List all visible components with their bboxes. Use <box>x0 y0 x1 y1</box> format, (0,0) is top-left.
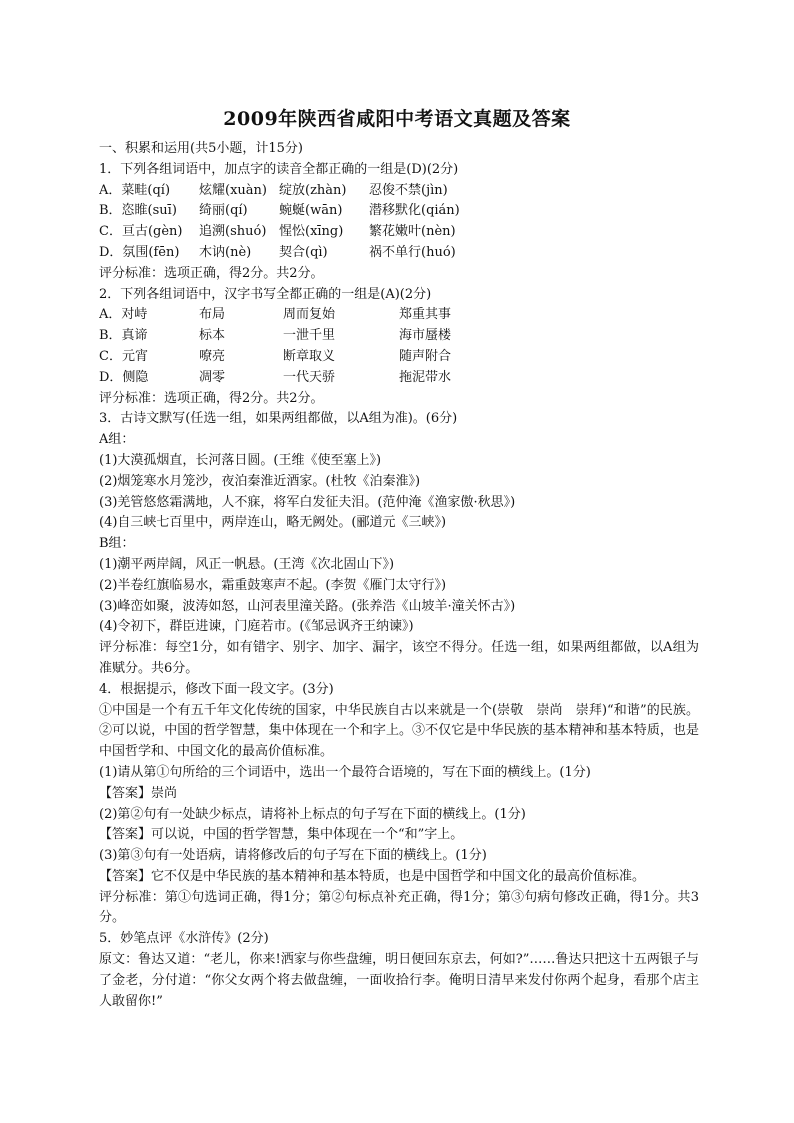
q3-b-line: (3)峰峦如聚，波涛如怒，山河表里潼关路。(张养浩《山坡羊·潼关怀古》) <box>99 598 516 614</box>
q2-option-d <box>99 368 699 389</box>
q3-a-line: (4)自三峡七百里中，两岸连山，略无阙处。(郦道元《三峡》) <box>99 515 447 531</box>
option-cell: B．恣睢(suī) <box>99 203 177 219</box>
option-cell: C．亘古(gèn) <box>99 224 183 240</box>
q3-group-b-label: B组： <box>99 536 135 552</box>
option-cell: 一泄千里 <box>283 328 336 344</box>
q2-option-a <box>99 305 699 326</box>
option-cell: 凋零 <box>199 369 226 385</box>
option-cell: 炫耀(xuàn) <box>199 182 267 198</box>
q4-passage: ①中国是一个有五千年文化传统的国家，中华民族自古以来就是一个(崇敬 崇尚 崇拜)“和谐”的民族。②可以说，中国的哲学智慧，集中体现在一个和字上。③不仅它是中华民族的基本精神和基本特质，也是中国哲学和、中国文化的最高价值标准。 <box>99 702 699 760</box>
option-cell: 一代天骄 <box>283 369 336 385</box>
q4-sub-1: (1)请从第①句所给的三个词语中，选出一个最符合语境的，写在下面的横线上。(1分) <box>99 764 591 780</box>
page-title: 2009年陕西省咸阳中考语文真题及答案 <box>223 108 571 130</box>
q3-b-line: (1)潮平两岸阔，风正一帆悬。(王湾《次北固山下》) <box>99 556 395 572</box>
q3-b-line: (2)半卷红旗临易水，霜重鼓寒声不起。(李贺《雁门太守行》) <box>99 577 447 593</box>
q1-option-a <box>99 181 699 202</box>
option-cell: C．元宵 <box>99 348 148 364</box>
document-body <box>99 139 699 1012</box>
question-5-stem: 5．妙笔点评《水浒传》(2分) <box>99 931 269 947</box>
q3-b-line: (4)令初下，群臣进谏，门庭若市。(《邹忌讽齐王纳谏》) <box>99 619 414 635</box>
option-cell: 惺忪(xīng) <box>279 224 344 240</box>
option-cell: 绮丽(qí) <box>199 203 248 219</box>
option-cell: A．菜畦(qí) <box>99 182 171 198</box>
q4-score: 评分标准：第①句选词正确，得1分；第②句标点补充正确，得1分；第③句病句修改正确，得1分。共3分。 <box>99 889 699 926</box>
question-4-stem: 4．根据提示，修改下面一段文字。(3分) <box>99 681 334 697</box>
section-heading: 一、积累和运用(共5小题，计15分) <box>99 141 303 156</box>
q2-option-b <box>99 326 699 347</box>
option-cell: 布局 <box>199 307 226 323</box>
q1-score: 评分标准：选项正确，得2分。共2分。 <box>99 265 324 281</box>
option-cell: 蜿蜒(wān) <box>279 203 343 219</box>
q3-score: 评分标准：每空1分，如有错字、别字、加字、漏字，该空不得分。任选一组，如果两组都做，以A组为准赋分。共6分。 <box>99 640 699 676</box>
q1-option-b <box>99 201 699 222</box>
option-cell: D．侧隐 <box>99 369 149 385</box>
q5-text: 原文：鲁达又道：“老儿，你来!洒家与你些盘缠，明日便回东京去，何如?”……鲁达只把这十五两银子与了金老，分付道：“你父女两个将去做盘缠，一面收拾行李。俺明日清早来发付你两个起身，看那个店主人敢留你!” <box>99 952 699 1009</box>
option-cell: 嘹亮 <box>199 348 226 364</box>
option-cell: 标本 <box>199 328 226 344</box>
option-cell: 繁花嫩叶(nèn) <box>369 224 456 240</box>
option-cell: 祸不单行(huó) <box>369 244 456 260</box>
option-cell: 绽放(zhàn) <box>279 182 347 198</box>
option-cell: 契合(qì) <box>279 244 328 260</box>
q3-a-line: (3)羌管悠悠霜满地，人不寐，将军白发征夫泪。(范仲淹《渔家傲·秋思》) <box>99 494 516 510</box>
option-cell: A．对峙 <box>99 307 148 323</box>
q2-score: 评分标准：选项正确，得2分。共2分。 <box>99 390 324 406</box>
question-1-stem: 1．下列各组词语中，加点字的读音全都正确的一组是(D)(2分) <box>99 161 459 177</box>
q1-option-c <box>99 222 699 243</box>
q3-a-line: (1)大漠孤烟直，长河落日圆。(王维《使至塞上》) <box>99 452 382 468</box>
option-cell: 潜移默化(qián) <box>369 203 460 219</box>
option-cell: 拖泥带水 <box>399 369 452 385</box>
q4-sub-3: (3)第③句有一处语病，请将修改后的句子写在下面的横线上。(1分) <box>99 848 487 864</box>
q3-group-a-label: A组： <box>99 432 135 448</box>
option-cell: 追溯(shuó) <box>199 224 267 240</box>
question-3-stem: 3．古诗文默写(任选一组，如果两组都做，以A组为准)。(6分) <box>99 411 458 427</box>
option-cell: 周而复始 <box>283 307 336 323</box>
option-cell: 海市蜃楼 <box>399 328 452 344</box>
option-cell: 随声附合 <box>399 348 452 364</box>
q4-sub-2: (2)第②句有一处缺少标点，请将补上标点的句子写在下面的横线上。(1分) <box>99 806 526 822</box>
option-cell: B．真谛 <box>99 328 148 344</box>
option-cell: 郑重其事 <box>399 307 452 323</box>
q4-answer-1: 【答案】崇尚 <box>99 785 178 801</box>
q4-answer-3: 【答案】它不仅是中华民族的基本精神和基本特质，也是中国哲学和中国文化的最高价值标准。 <box>99 868 646 884</box>
option-cell: 断章取义 <box>283 348 336 364</box>
q4-answer-2: 【答案】可以说，中国的哲学智慧，集中体现在一个“和”字上。 <box>99 827 464 843</box>
q3-a-line: (2)烟笼寒水月笼沙，夜泊秦淮近酒家。(杜牧《泊秦淮》) <box>99 473 421 489</box>
option-cell: D．氛围(fēn) <box>99 244 180 260</box>
q2-option-c <box>99 347 699 368</box>
option-cell: 忍俊不禁(jìn) <box>369 182 448 198</box>
q1-option-d <box>99 243 699 264</box>
question-2-stem: 2．下列各组词语中，汉字书写全都正确的一组是(A)(2分) <box>99 286 432 302</box>
option-cell: 木讷(nè) <box>199 244 252 260</box>
